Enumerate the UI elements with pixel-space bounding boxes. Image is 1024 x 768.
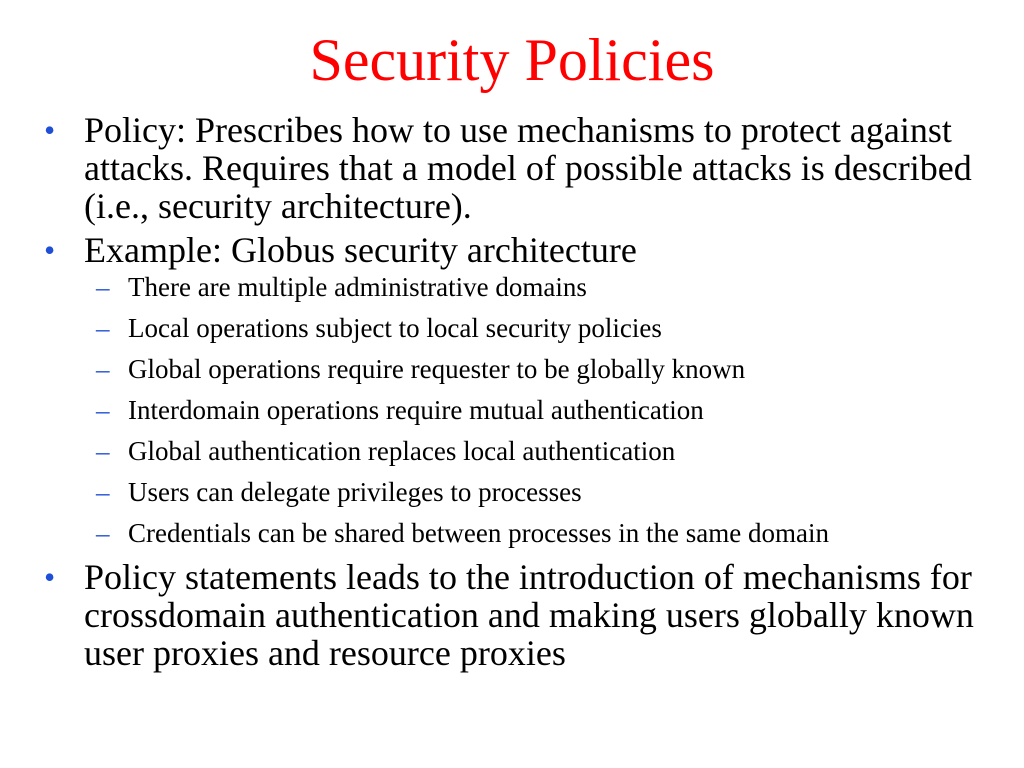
bullet-policy: [44, 111, 984, 225]
bullet-marker: •: [44, 559, 56, 595]
sub-bullet-text: Interdomain operations require mutual authentication: [128, 395, 704, 425]
sub-bullet: [96, 273, 984, 302]
sub-bullet-marker: –: [96, 518, 110, 548]
bullet-example: [44, 231, 984, 269]
sub-bullet-text: Global operations require requester to be globally known: [128, 354, 746, 384]
bullet-text: Example: Globus security architecture: [84, 230, 637, 270]
bullet-marker: •: [44, 232, 56, 268]
sub-bullet: [96, 396, 984, 425]
sub-bullet: [96, 314, 984, 343]
sub-bullet-text: Local operations subject to local security policies: [128, 313, 662, 343]
sub-bullet: [96, 478, 984, 507]
bullet-policy-statements: [44, 558, 984, 672]
sub-bullet-text: There are multiple administrative domains: [128, 272, 587, 302]
sub-bullet-marker: –: [96, 354, 110, 384]
bullet-list: [44, 111, 984, 672]
sub-bullet-marker: –: [96, 313, 110, 343]
sub-bullet: [96, 355, 984, 384]
bullet-text: Policy statements leads to the introduction of mechanisms for crossdomain authentication and making users globally known user proxies and resource proxies: [84, 557, 974, 673]
sub-bullet: [96, 519, 984, 548]
sub-bullet-list: [96, 273, 984, 548]
sub-bullet-text: Users can delegate privileges to processes: [128, 477, 582, 507]
slide-title: Security Policies: [309, 27, 715, 93]
sub-bullet-text: Global authentication replaces local authentication: [128, 436, 676, 466]
sub-bullet-marker: –: [96, 477, 110, 507]
sub-bullet-text: Credentials can be shared between processes in the same domain: [128, 518, 829, 548]
sub-bullet: [96, 437, 984, 466]
bullet-marker: •: [44, 112, 56, 148]
bullet-text: Policy: Prescribes how to use mechanisms to protect against attacks. Requires that a model of possible attacks is described (i.e., security architecture).: [84, 110, 972, 226]
sub-bullet-marker: –: [96, 436, 110, 466]
sub-bullet-marker: –: [96, 272, 110, 302]
sub-bullet-marker: –: [96, 395, 110, 425]
